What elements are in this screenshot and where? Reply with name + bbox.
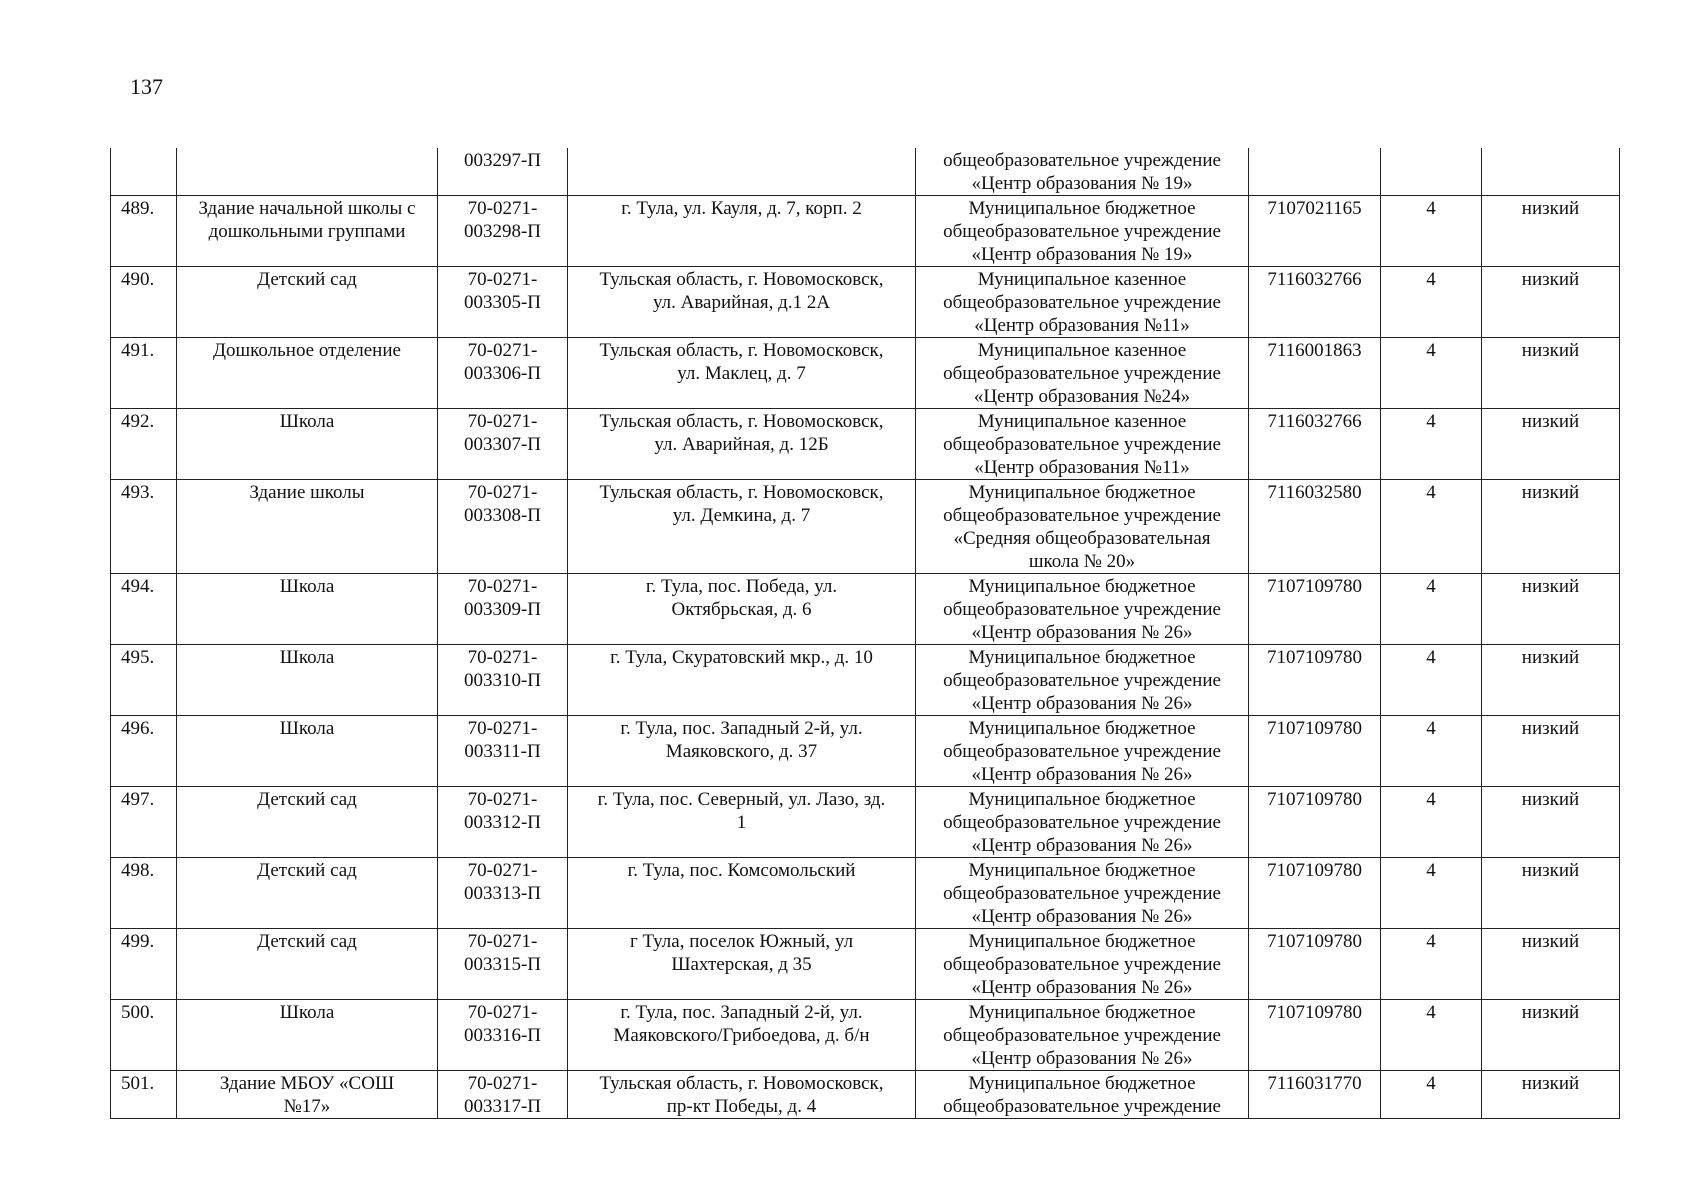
table-row	[111, 929, 1620, 1000]
cell-registry-code: 70-0271- 003308-П	[438, 480, 568, 574]
cell-object-name: Детский сад	[177, 787, 438, 858]
cell-address	[568, 148, 916, 196]
cell-registry-code: 70-0271- 003316-П	[438, 1000, 568, 1071]
cell-risk: низкий	[1482, 929, 1620, 1000]
cell-category: 4	[1381, 267, 1482, 338]
cell-address: г. Тула, пос. Комсомольский	[568, 858, 916, 929]
table-row	[111, 716, 1620, 787]
cell-address: г. Тула, Скуратовский мкр., д. 10	[568, 645, 916, 716]
table-row	[111, 338, 1620, 409]
cell-organization: Муниципальное бюджетное общеобразовательное учреждение «Центр образования № 26»	[916, 645, 1249, 716]
cell-organization: Муниципальное бюджетное общеобразовательное учреждение «Центр образования № 26»	[916, 929, 1249, 1000]
cell-risk: низкий	[1482, 1071, 1620, 1119]
cell-inn: 7107109780	[1249, 787, 1381, 858]
cell-risk: низкий	[1482, 338, 1620, 409]
table-row	[111, 196, 1620, 267]
cell-object-name: Детский сад	[177, 858, 438, 929]
cell-organization: Муниципальное бюджетное общеобразовательное учреждение «Центр образования № 26»	[916, 716, 1249, 787]
cell-category: 4	[1381, 716, 1482, 787]
cell-number	[111, 148, 177, 196]
cell-risk: низкий	[1482, 787, 1620, 858]
cell-address: Тульская область, г. Новомосковск, ул. Демкина, д. 7	[568, 480, 916, 574]
cell-inn: 7107109780	[1249, 929, 1381, 1000]
cell-number: 496.	[111, 716, 177, 787]
cell-risk: низкий	[1482, 1000, 1620, 1071]
table-row	[111, 858, 1620, 929]
cell-number: 491.	[111, 338, 177, 409]
cell-organization: Муниципальное казенное общеобразовательное учреждение «Центр образования №11»	[916, 409, 1249, 480]
cell-inn: 7116032766	[1249, 409, 1381, 480]
cell-risk: низкий	[1482, 196, 1620, 267]
cell-object-name: Здание МБОУ «СОШ №17»	[177, 1071, 438, 1119]
cell-object-name: Школа	[177, 645, 438, 716]
cell-registry-code: 70-0271- 003312-П	[438, 787, 568, 858]
cell-inn	[1249, 148, 1381, 196]
cell-risk: низкий	[1482, 267, 1620, 338]
cell-registry-code: 70-0271- 003317-П	[438, 1071, 568, 1119]
cell-organization: Муниципальное бюджетное общеобразовательное учреждение «Центр образования № 19»	[916, 196, 1249, 267]
cell-registry-code: 70-0271- 003310-П	[438, 645, 568, 716]
cell-registry-code: 70-0271- 003298-П	[438, 196, 568, 267]
cell-risk: низкий	[1482, 858, 1620, 929]
cell-object-name: Детский сад	[177, 267, 438, 338]
cell-object-name: Школа	[177, 1000, 438, 1071]
cell-organization: Муниципальное бюджетное общеобразовательное учреждение «Центр образования № 26»	[916, 858, 1249, 929]
cell-category: 4	[1381, 787, 1482, 858]
cell-category: 4	[1381, 1071, 1482, 1119]
cell-object-name: Здание начальной школы с дошкольными группами	[177, 196, 438, 267]
cell-category: 4	[1381, 338, 1482, 409]
cell-inn: 7116032580	[1249, 480, 1381, 574]
cell-address: Тульская область, г. Новомосковск, ул. Аварийная, д. 12Б	[568, 409, 916, 480]
cell-registry-code: 70-0271- 003315-П	[438, 929, 568, 1000]
cell-number: 497.	[111, 787, 177, 858]
table-row	[111, 267, 1620, 338]
table-row	[111, 645, 1620, 716]
cell-category: 4	[1381, 929, 1482, 1000]
cell-inn: 7107109780	[1249, 1000, 1381, 1071]
cell-organization: Муниципальное казенное общеобразовательное учреждение «Центр образования №11»	[916, 267, 1249, 338]
continuation-row	[111, 148, 1620, 196]
cell-category: 4	[1381, 858, 1482, 929]
cell-number: 499.	[111, 929, 177, 1000]
cell-object-name	[177, 148, 438, 196]
table-row	[111, 1000, 1620, 1071]
cell-number: 495.	[111, 645, 177, 716]
registry-table-body	[111, 148, 1620, 1119]
cell-number: 490.	[111, 267, 177, 338]
table-row	[111, 1071, 1620, 1119]
cell-address: г Тула, поселок Южный, ул Шахтерская, д 35	[568, 929, 916, 1000]
cell-number: 501.	[111, 1071, 177, 1119]
cell-risk: низкий	[1482, 574, 1620, 645]
cell-organization: Муниципальное бюджетное общеобразовательное учреждение	[916, 1071, 1249, 1119]
table-row	[111, 480, 1620, 574]
cell-address: Тульская область, г. Новомосковск, ул. Аварийная, д.1 2А	[568, 267, 916, 338]
cell-category: 4	[1381, 645, 1482, 716]
cell-category: 4	[1381, 409, 1482, 480]
cell-category: 4	[1381, 196, 1482, 267]
cell-organization: Муниципальное бюджетное общеобразовательное учреждение «Центр образования № 26»	[916, 574, 1249, 645]
cell-inn: 7107109780	[1249, 645, 1381, 716]
cell-organization: Муниципальное бюджетное общеобразовательное учреждение «Средняя общеобразовательная школа № 20»	[916, 480, 1249, 574]
cell-address: г. Тула, ул. Кауля, д. 7, корп. 2	[568, 196, 916, 267]
cell-number: 493.	[111, 480, 177, 574]
cell-address: г. Тула, пос. Победа, ул. Октябрьская, д. 6	[568, 574, 916, 645]
cell-object-name: Детский сад	[177, 929, 438, 1000]
cell-organization: Муниципальное казенное общеобразовательное учреждение «Центр образования №24»	[916, 338, 1249, 409]
cell-organization: общеобразовательное учреждение «Центр образования № 19»	[916, 148, 1249, 196]
cell-inn: 7107109780	[1249, 574, 1381, 645]
cell-address: г. Тула, пос. Северный, ул. Лазо, зд. 1	[568, 787, 916, 858]
cell-address: г. Тула, пос. Западный 2-й, ул. Маяковского, д. 37	[568, 716, 916, 787]
cell-number: 492.	[111, 409, 177, 480]
cell-number: 498.	[111, 858, 177, 929]
registry-table	[110, 148, 1620, 1119]
cell-object-name: Здание школы	[177, 480, 438, 574]
cell-registry-code: 70-0271- 003307-П	[438, 409, 568, 480]
cell-address: г. Тула, пос. Западный 2-й, ул. Маяковского/Грибоедова, д. б/н	[568, 1000, 916, 1071]
cell-registry-code: 70-0271- 003306-П	[438, 338, 568, 409]
cell-registry-code: 70-0271- 003309-П	[438, 574, 568, 645]
cell-number: 500.	[111, 1000, 177, 1071]
table-row	[111, 787, 1620, 858]
cell-object-name: Школа	[177, 716, 438, 787]
cell-registry-code: 70-0271- 003313-П	[438, 858, 568, 929]
cell-inn: 7116001863	[1249, 338, 1381, 409]
cell-object-name: Школа	[177, 574, 438, 645]
cell-inn: 7107109780	[1249, 858, 1381, 929]
cell-number: 489.	[111, 196, 177, 267]
cell-object-name: Школа	[177, 409, 438, 480]
cell-registry-code: 003297-П	[438, 148, 568, 196]
cell-inn: 7116032766	[1249, 267, 1381, 338]
cell-risk: низкий	[1482, 645, 1620, 716]
cell-risk: низкий	[1482, 480, 1620, 574]
cell-risk: низкий	[1482, 716, 1620, 787]
cell-object-name: Дошкольное отделение	[177, 338, 438, 409]
cell-category: 4	[1381, 574, 1482, 645]
cell-inn: 7116031770	[1249, 1071, 1381, 1119]
cell-inn: 7107109780	[1249, 716, 1381, 787]
cell-inn: 7107021165	[1249, 196, 1381, 267]
cell-risk: низкий	[1482, 409, 1620, 480]
cell-address: Тульская область, г. Новомосковск, ул. Маклец, д. 7	[568, 338, 916, 409]
cell-registry-code: 70-0271- 003311-П	[438, 716, 568, 787]
cell-risk	[1482, 148, 1620, 196]
table-row	[111, 409, 1620, 480]
cell-organization: Муниципальное бюджетное общеобразовательное учреждение «Центр образования № 26»	[916, 1000, 1249, 1071]
cell-address: Тульская область, г. Новомосковск, пр-кт Победы, д. 4	[568, 1071, 916, 1119]
cell-category	[1381, 148, 1482, 196]
page-number: 137	[130, 74, 163, 99]
cell-organization: Муниципальное бюджетное общеобразовательное учреждение «Центр образования № 26»	[916, 787, 1249, 858]
table-row	[111, 574, 1620, 645]
cell-category: 4	[1381, 1000, 1482, 1071]
cell-category: 4	[1381, 480, 1482, 574]
cell-number: 494.	[111, 574, 177, 645]
cell-registry-code: 70-0271- 003305-П	[438, 267, 568, 338]
